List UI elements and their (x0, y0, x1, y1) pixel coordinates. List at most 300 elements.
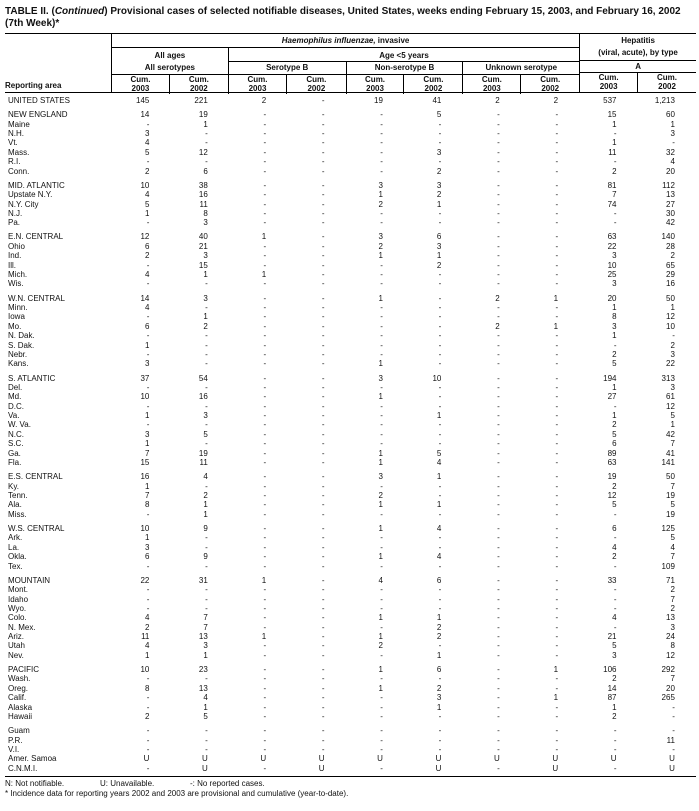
cell: - (438, 340, 442, 350)
cell: - (263, 359, 267, 369)
cell: - (321, 128, 325, 138)
cell: - (321, 458, 325, 468)
cell: 40 (198, 232, 208, 242)
cell: - (438, 439, 442, 449)
cell: - (263, 331, 267, 341)
cell: U (435, 754, 442, 764)
cell: - (497, 665, 500, 675)
cell: - (555, 359, 559, 369)
cell: - (321, 552, 325, 562)
cell: - (380, 119, 383, 129)
cell: 1 (436, 199, 442, 209)
cell: 13 (198, 632, 208, 642)
cell: 1 (553, 693, 559, 703)
cell: 1 (436, 650, 442, 660)
cell: - (438, 293, 442, 303)
cell: 2 (612, 712, 617, 721)
cell: 1 (553, 293, 559, 303)
cell: - (380, 726, 383, 736)
column-group-unknown-serotype (462, 62, 579, 94)
cell: - (380, 603, 383, 613)
row-label: Ky. (8, 481, 19, 491)
cell: U (377, 754, 383, 764)
row-label: Amer. Samoa (8, 754, 57, 764)
row-label: Wis. (8, 279, 24, 289)
cell: 23 (198, 665, 208, 675)
cell: 7 (670, 674, 675, 684)
table-row (5, 232, 696, 241)
cell: 7 (203, 622, 208, 632)
table-row (5, 279, 696, 288)
row-label: Va. (8, 411, 20, 421)
cell: 7 (612, 190, 617, 200)
cell: - (613, 744, 617, 754)
cell: - (321, 665, 325, 675)
row-label: Guam (8, 726, 30, 736)
cell: - (497, 458, 500, 468)
cell: 41 (666, 448, 675, 458)
row-label: Ohio (8, 241, 25, 251)
cell: 2 (612, 481, 617, 491)
cell: - (321, 331, 325, 341)
row-label: P.R. (8, 735, 23, 745)
cell: - (438, 392, 442, 402)
column-header-cum-2003: Cum. 2003 (463, 75, 521, 94)
cell: - (146, 260, 150, 270)
cell: - (263, 472, 267, 482)
cell: 2 (378, 241, 383, 251)
cell: - (321, 119, 325, 129)
table-row (5, 552, 696, 561)
table-row (5, 613, 696, 622)
row-label: N. Mex. (8, 622, 36, 632)
cell: - (321, 190, 325, 200)
cell: - (321, 726, 325, 736)
cell: - (205, 585, 208, 595)
cell: - (263, 458, 267, 468)
row-label: Minn. (8, 303, 28, 312)
cell: - (263, 509, 267, 519)
cell: - (555, 603, 559, 613)
cell: 3 (378, 472, 383, 482)
cell: - (497, 190, 500, 200)
cell: - (497, 260, 500, 270)
cell: - (263, 218, 267, 228)
cell: 1 (436, 500, 442, 510)
cell: - (321, 180, 325, 190)
cell: - (263, 594, 267, 604)
cell: U (202, 763, 208, 773)
cell: - (205, 594, 208, 604)
cell: - (380, 340, 383, 350)
row-group (5, 232, 696, 288)
cell: 71 (666, 575, 675, 585)
cell: - (497, 744, 500, 754)
row-label: W.S. CENTRAL (8, 523, 65, 533)
cell: 2 (144, 251, 150, 261)
cell: - (497, 491, 500, 501)
cell: - (555, 190, 559, 200)
table-row (5, 604, 696, 613)
cell: 3 (612, 321, 617, 331)
cell: 15 (607, 110, 617, 120)
cell: 2 (670, 340, 675, 350)
cell: - (497, 735, 500, 745)
cell: - (380, 594, 383, 604)
cell: 9 (203, 552, 208, 562)
column-header-cum-2003: Cum. 2003 (347, 75, 405, 94)
cell: - (263, 180, 267, 190)
cell: - (438, 331, 442, 341)
cell: 1 (436, 251, 442, 261)
cell: - (205, 533, 208, 543)
cell: - (380, 622, 383, 632)
row-group (5, 96, 696, 105)
row-label: Nev. (8, 650, 24, 660)
cell: 20 (666, 683, 675, 693)
cell: - (380, 312, 383, 322)
cell: 5 (203, 429, 208, 439)
cell: 19 (198, 448, 208, 458)
cell: 1 (144, 650, 150, 660)
cell: 2 (378, 641, 383, 651)
cell: 5 (612, 500, 617, 510)
cell: 7 (203, 613, 208, 623)
cell: - (205, 726, 208, 736)
cell: 1 (436, 613, 442, 623)
cell: - (497, 279, 500, 289)
cell: - (321, 293, 325, 303)
cell: 50 (666, 293, 675, 303)
cell: - (263, 622, 267, 632)
cell: 3 (436, 693, 442, 703)
cell: - (380, 481, 383, 491)
cell: - (263, 726, 267, 736)
cell: - (263, 735, 267, 745)
cell: 24 (666, 632, 675, 642)
cell: 4 (612, 613, 617, 623)
table-row (5, 294, 696, 303)
cell: - (321, 650, 325, 660)
cell: 5 (612, 359, 617, 369)
cell: 3 (144, 128, 150, 138)
cell: - (263, 401, 267, 411)
cell: 1 (261, 270, 267, 280)
cell: - (263, 533, 267, 543)
cell: 3 (144, 429, 150, 439)
cell: 2 (436, 683, 442, 693)
cell: 2 (203, 321, 208, 331)
table-row (5, 439, 696, 448)
table-row (5, 562, 696, 571)
cell: - (263, 523, 267, 533)
cell: 10 (666, 321, 675, 331)
table-row (5, 312, 696, 321)
cell: - (613, 585, 617, 595)
row-label: NEW ENGLAND (8, 110, 68, 120)
cell: 4 (144, 190, 150, 200)
cell: 125 (661, 523, 675, 533)
cell: - (263, 128, 267, 138)
table-title-pre: TABLE II. ( (5, 6, 55, 17)
row-label: N.C. (8, 429, 24, 439)
cell: - (438, 312, 442, 322)
cell: - (672, 726, 675, 736)
cell: 1 (378, 613, 383, 623)
cell: 292 (661, 665, 675, 675)
cell: - (555, 622, 559, 632)
cell: - (146, 561, 150, 571)
cell: - (497, 128, 500, 138)
cell: - (205, 128, 208, 138)
table-row (5, 129, 696, 138)
cell: 8 (144, 683, 150, 693)
row-label: N. Dak. (8, 331, 35, 341)
table-row (5, 726, 696, 735)
cell: 60 (666, 110, 675, 120)
table-row (5, 482, 696, 491)
cell: 5 (436, 448, 442, 458)
cell: - (263, 641, 267, 651)
cell: - (263, 665, 267, 675)
cell: 14 (140, 110, 150, 120)
cell: - (380, 138, 383, 148)
cell: 2 (144, 712, 150, 721)
cell: - (555, 279, 559, 289)
cell: - (380, 509, 383, 519)
cell: - (321, 260, 325, 270)
row-label: Idaho (8, 594, 29, 604)
cell: - (205, 349, 208, 359)
column-group-hepatitis (579, 34, 696, 92)
cell: 16 (198, 190, 208, 200)
cell: - (497, 726, 500, 736)
cell: 15 (198, 260, 208, 270)
cell: - (146, 735, 150, 745)
cell: - (497, 208, 500, 218)
table-row (5, 261, 696, 270)
cell: - (497, 613, 500, 623)
cell: - (555, 260, 559, 270)
cell: - (555, 683, 559, 693)
cell: - (146, 702, 150, 712)
cell: 11 (141, 632, 150, 642)
cell: 65 (666, 260, 675, 270)
row-label: Kans. (8, 359, 29, 369)
cell: 3 (203, 293, 208, 303)
cell: - (321, 632, 325, 642)
row-label: Ark. (8, 533, 23, 543)
cell: - (555, 632, 559, 642)
cell: - (321, 693, 325, 703)
footnote-incidence: * Incidence data for reporting years 2002 and 2003 are provisional and cumulative (year-to-date). (5, 788, 349, 798)
table-row (5, 359, 696, 368)
cell: - (438, 382, 442, 392)
cell: - (497, 392, 500, 402)
cell: 2 (670, 603, 675, 613)
cell: - (555, 166, 559, 176)
cell: 11 (199, 458, 208, 468)
cell: - (321, 96, 325, 105)
cell: 265 (661, 693, 675, 703)
cell: - (321, 208, 325, 218)
table-row (5, 665, 696, 674)
row-label: Alaska (8, 702, 33, 712)
cell: 5 (670, 533, 675, 543)
cell: - (321, 481, 325, 491)
cell: - (555, 448, 559, 458)
cell: - (497, 119, 500, 129)
cell: - (613, 509, 617, 519)
cell: - (555, 110, 559, 120)
cell: 3 (670, 128, 675, 138)
cell: - (380, 585, 383, 595)
row-label: Nebr. (8, 349, 28, 359)
cell: - (263, 199, 267, 209)
cell: 106 (603, 665, 617, 675)
cell: - (380, 157, 383, 167)
row-label: Vt. (8, 138, 18, 148)
row-label: Conn. (8, 166, 30, 176)
cell: 1 (436, 702, 442, 712)
cell: 1 (144, 208, 150, 218)
cell: - (321, 712, 325, 721)
cell: 1 (378, 500, 383, 510)
cell: - (613, 157, 617, 167)
cell: - (555, 208, 559, 218)
cell: 3 (378, 373, 383, 383)
cell: - (321, 251, 325, 261)
cell: 19 (666, 509, 675, 519)
column-header-age-under-5: Age <5 years (229, 48, 579, 62)
cell: - (146, 157, 150, 167)
cell: - (263, 147, 267, 157)
cell: - (438, 157, 442, 167)
cell: - (321, 166, 325, 176)
cell: 13 (666, 613, 675, 623)
cell: - (497, 509, 500, 519)
cell: 1 (378, 251, 383, 261)
cell: - (263, 420, 267, 430)
column-header-non-serotype-b: Non-serotype B (347, 62, 463, 75)
column-group-all-ages (112, 48, 229, 94)
cell: - (380, 147, 383, 157)
cell: - (380, 439, 383, 449)
cell: - (321, 702, 325, 712)
cell: 141 (661, 458, 675, 468)
row-label: Hawaii (8, 712, 33, 721)
cell: 30 (666, 208, 675, 218)
cell: - (555, 575, 559, 585)
cell: 1 (670, 303, 675, 312)
cell: 20 (607, 293, 617, 303)
cell: - (672, 712, 675, 721)
cell: - (555, 218, 559, 228)
cell: 6 (436, 575, 442, 585)
cell: 19 (374, 96, 383, 105)
cell: - (555, 585, 559, 595)
cell: 16 (198, 392, 208, 402)
table-header (5, 33, 696, 93)
row-label: Tenn. (8, 491, 28, 501)
cell: - (672, 138, 675, 148)
cell: - (438, 712, 442, 721)
cell: 2 (436, 632, 442, 642)
table-row (5, 167, 696, 176)
cell: - (321, 279, 325, 289)
row-label: N.Y. City (8, 199, 39, 209)
cell: - (555, 509, 559, 519)
cell: - (205, 279, 208, 289)
cell: - (380, 411, 383, 421)
cell: - (613, 763, 617, 773)
cell: 2 (436, 260, 442, 270)
cell: - (497, 585, 500, 595)
cell: 4 (670, 157, 675, 167)
cell: 38 (198, 180, 208, 190)
cell: 537 (603, 96, 617, 105)
cell: - (205, 542, 208, 552)
cell: - (497, 420, 500, 430)
cell: - (497, 166, 500, 176)
table-row (5, 491, 696, 500)
cell: - (497, 650, 500, 660)
cell: 5 (144, 147, 150, 157)
cell: - (263, 166, 267, 176)
cell: 11 (199, 199, 208, 209)
cell: 19 (666, 491, 675, 501)
cell: 5 (144, 199, 150, 209)
cell: - (321, 585, 325, 595)
footnotes (5, 779, 696, 798)
cell: - (497, 561, 500, 571)
column-group-age-under-5 (229, 48, 579, 94)
cell: - (321, 429, 325, 439)
cell: 145 (136, 96, 150, 105)
cell: 1 (553, 321, 559, 331)
column-group-non-serotype-b (346, 62, 463, 94)
cell: 4 (436, 523, 442, 533)
cell: 7 (670, 481, 675, 491)
cell: - (438, 208, 442, 218)
cell: 1,213 (654, 96, 675, 105)
cell: 8 (670, 641, 675, 651)
row-label: PACIFIC (8, 665, 39, 675)
cell: - (205, 340, 208, 350)
row-group (5, 576, 696, 661)
cell: 10 (432, 373, 442, 383)
cell: - (205, 744, 208, 754)
cell: - (321, 613, 325, 623)
column-header-cum-2002: Cum. 2002 (657, 73, 678, 91)
cell: 3 (378, 180, 383, 190)
table-row (5, 402, 696, 411)
cell: 2 (144, 622, 150, 632)
cell: - (263, 702, 267, 712)
cell: - (555, 561, 559, 571)
column-header-reporting-area: Reporting area (5, 34, 112, 92)
cell: 3 (144, 542, 150, 552)
cell: 1 (436, 411, 442, 421)
cell: - (146, 693, 150, 703)
cell: 7 (144, 491, 150, 501)
cell: - (613, 622, 617, 632)
cell: 2 (378, 199, 383, 209)
cell: - (321, 542, 325, 552)
cell: U (669, 763, 675, 773)
cell: - (263, 303, 267, 312)
cell: 7 (670, 552, 675, 562)
